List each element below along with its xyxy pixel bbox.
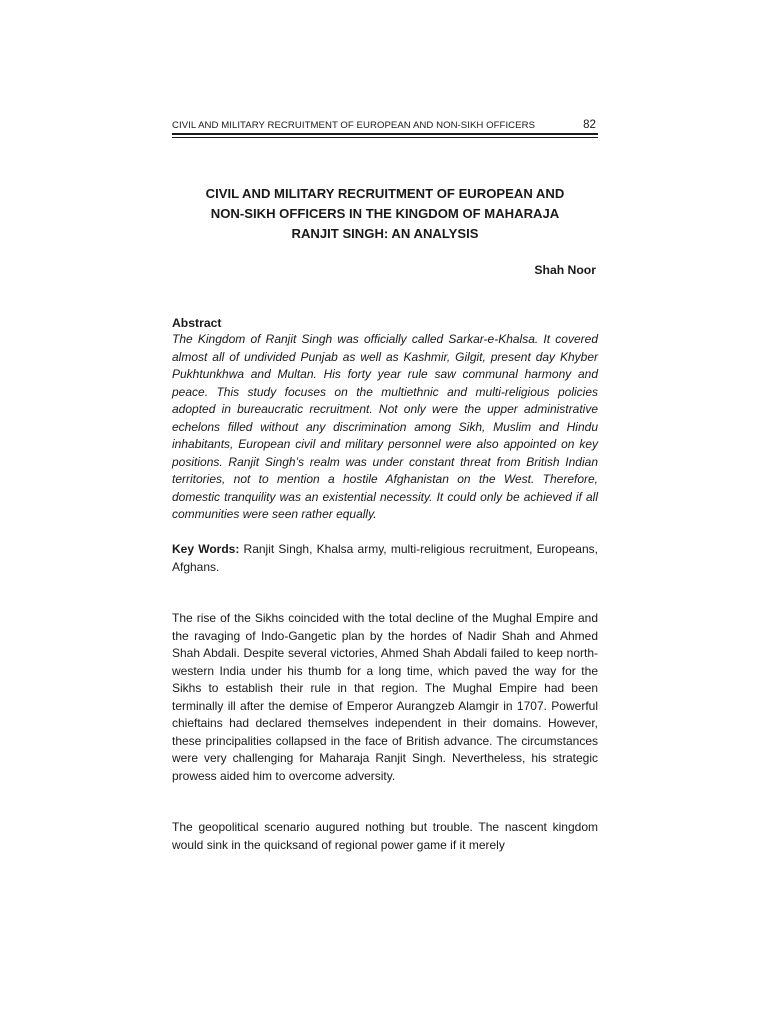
article-title-line: NON-SIKH OFFICERS IN THE KINGDOM OF MAHARAJA <box>210 206 560 221</box>
running-title: CIVIL AND MILITARY RECRUITMENT OF EUROPEAN AND NON-SIKH OFFICERS <box>172 120 536 131</box>
body-paragraph: The geopolitical scenario augured nothing but trouble. The nascent kingdom would sink in the quicksand of regional power game if it merely <box>172 820 598 852</box>
header-rule-thin <box>172 137 598 138</box>
article-title-line: RANJIT SINGH: AN ANALYSIS <box>291 226 479 241</box>
page-number: 82 <box>583 119 596 131</box>
author-name: Shah Noor <box>534 263 596 277</box>
article-title-line: CIVIL AND MILITARY RECRUITMENT OF EUROPEAN AND <box>205 186 565 201</box>
header-rule-thick <box>172 133 598 135</box>
running-header <box>172 117 598 133</box>
keywords-label: Key Words: <box>172 542 240 556</box>
abstract-text: The Kingdom of Ranjit Singh was officially called Sarkar-e-Khalsa. It covered almost all of undivided Punjab as well as Kashmir, Gilgit, present day Khyber Pukhtunkhwa and Multan. His forty year rule saw communal harmony and peace. This study focuses on the multiethnic and multi-religious policies adopted in bureaucratic recruitment. Not only were the upper administrative echelons filled without any discrimination among Sikh, Muslim and Hindu inhabitants, European civil and military personnel were also appointed on key positions. Ranjit Singh’s realm was under constant threat from British Indian territories, not to mention a hostile Afghanistan on the West. Therefore, domestic tranquility was an existential necessity. It could only be achieved if all communities were seen rather equally. <box>172 332 598 521</box>
body-paragraph: The rise of the Sikhs coincided with the total decline of the Mughal Empire and the ravaging of Indo-Gangetic plan by the hordes of Nadir Shah and Ahmed Shah Abdali. Despite several victories, Ahmed Shah Abdali failed to keep north-western India under his thumb for a long time, which paved the way for the Sikhs to establish their rule in that region. The Mughal Empire had been terminally ill after the demise of Emperor Aurangzeb Alamgir in 1707. Powerful chieftains had declared themselves independent in their domains. However, these principalities collapsed in the face of British advance. The circumstances were very challenging for Maharaja Ranjit Singh. Nevertheless, his strategic prowess aided him to overcome adversity. <box>172 611 598 783</box>
abstract-heading: Abstract <box>172 316 222 330</box>
keywords <box>172 541 598 576</box>
article-title <box>172 184 598 244</box>
keywords-text: Ranjit Singh, Khalsa army, multi-religious recruitment, Europeans, Afghans. <box>172 542 598 574</box>
